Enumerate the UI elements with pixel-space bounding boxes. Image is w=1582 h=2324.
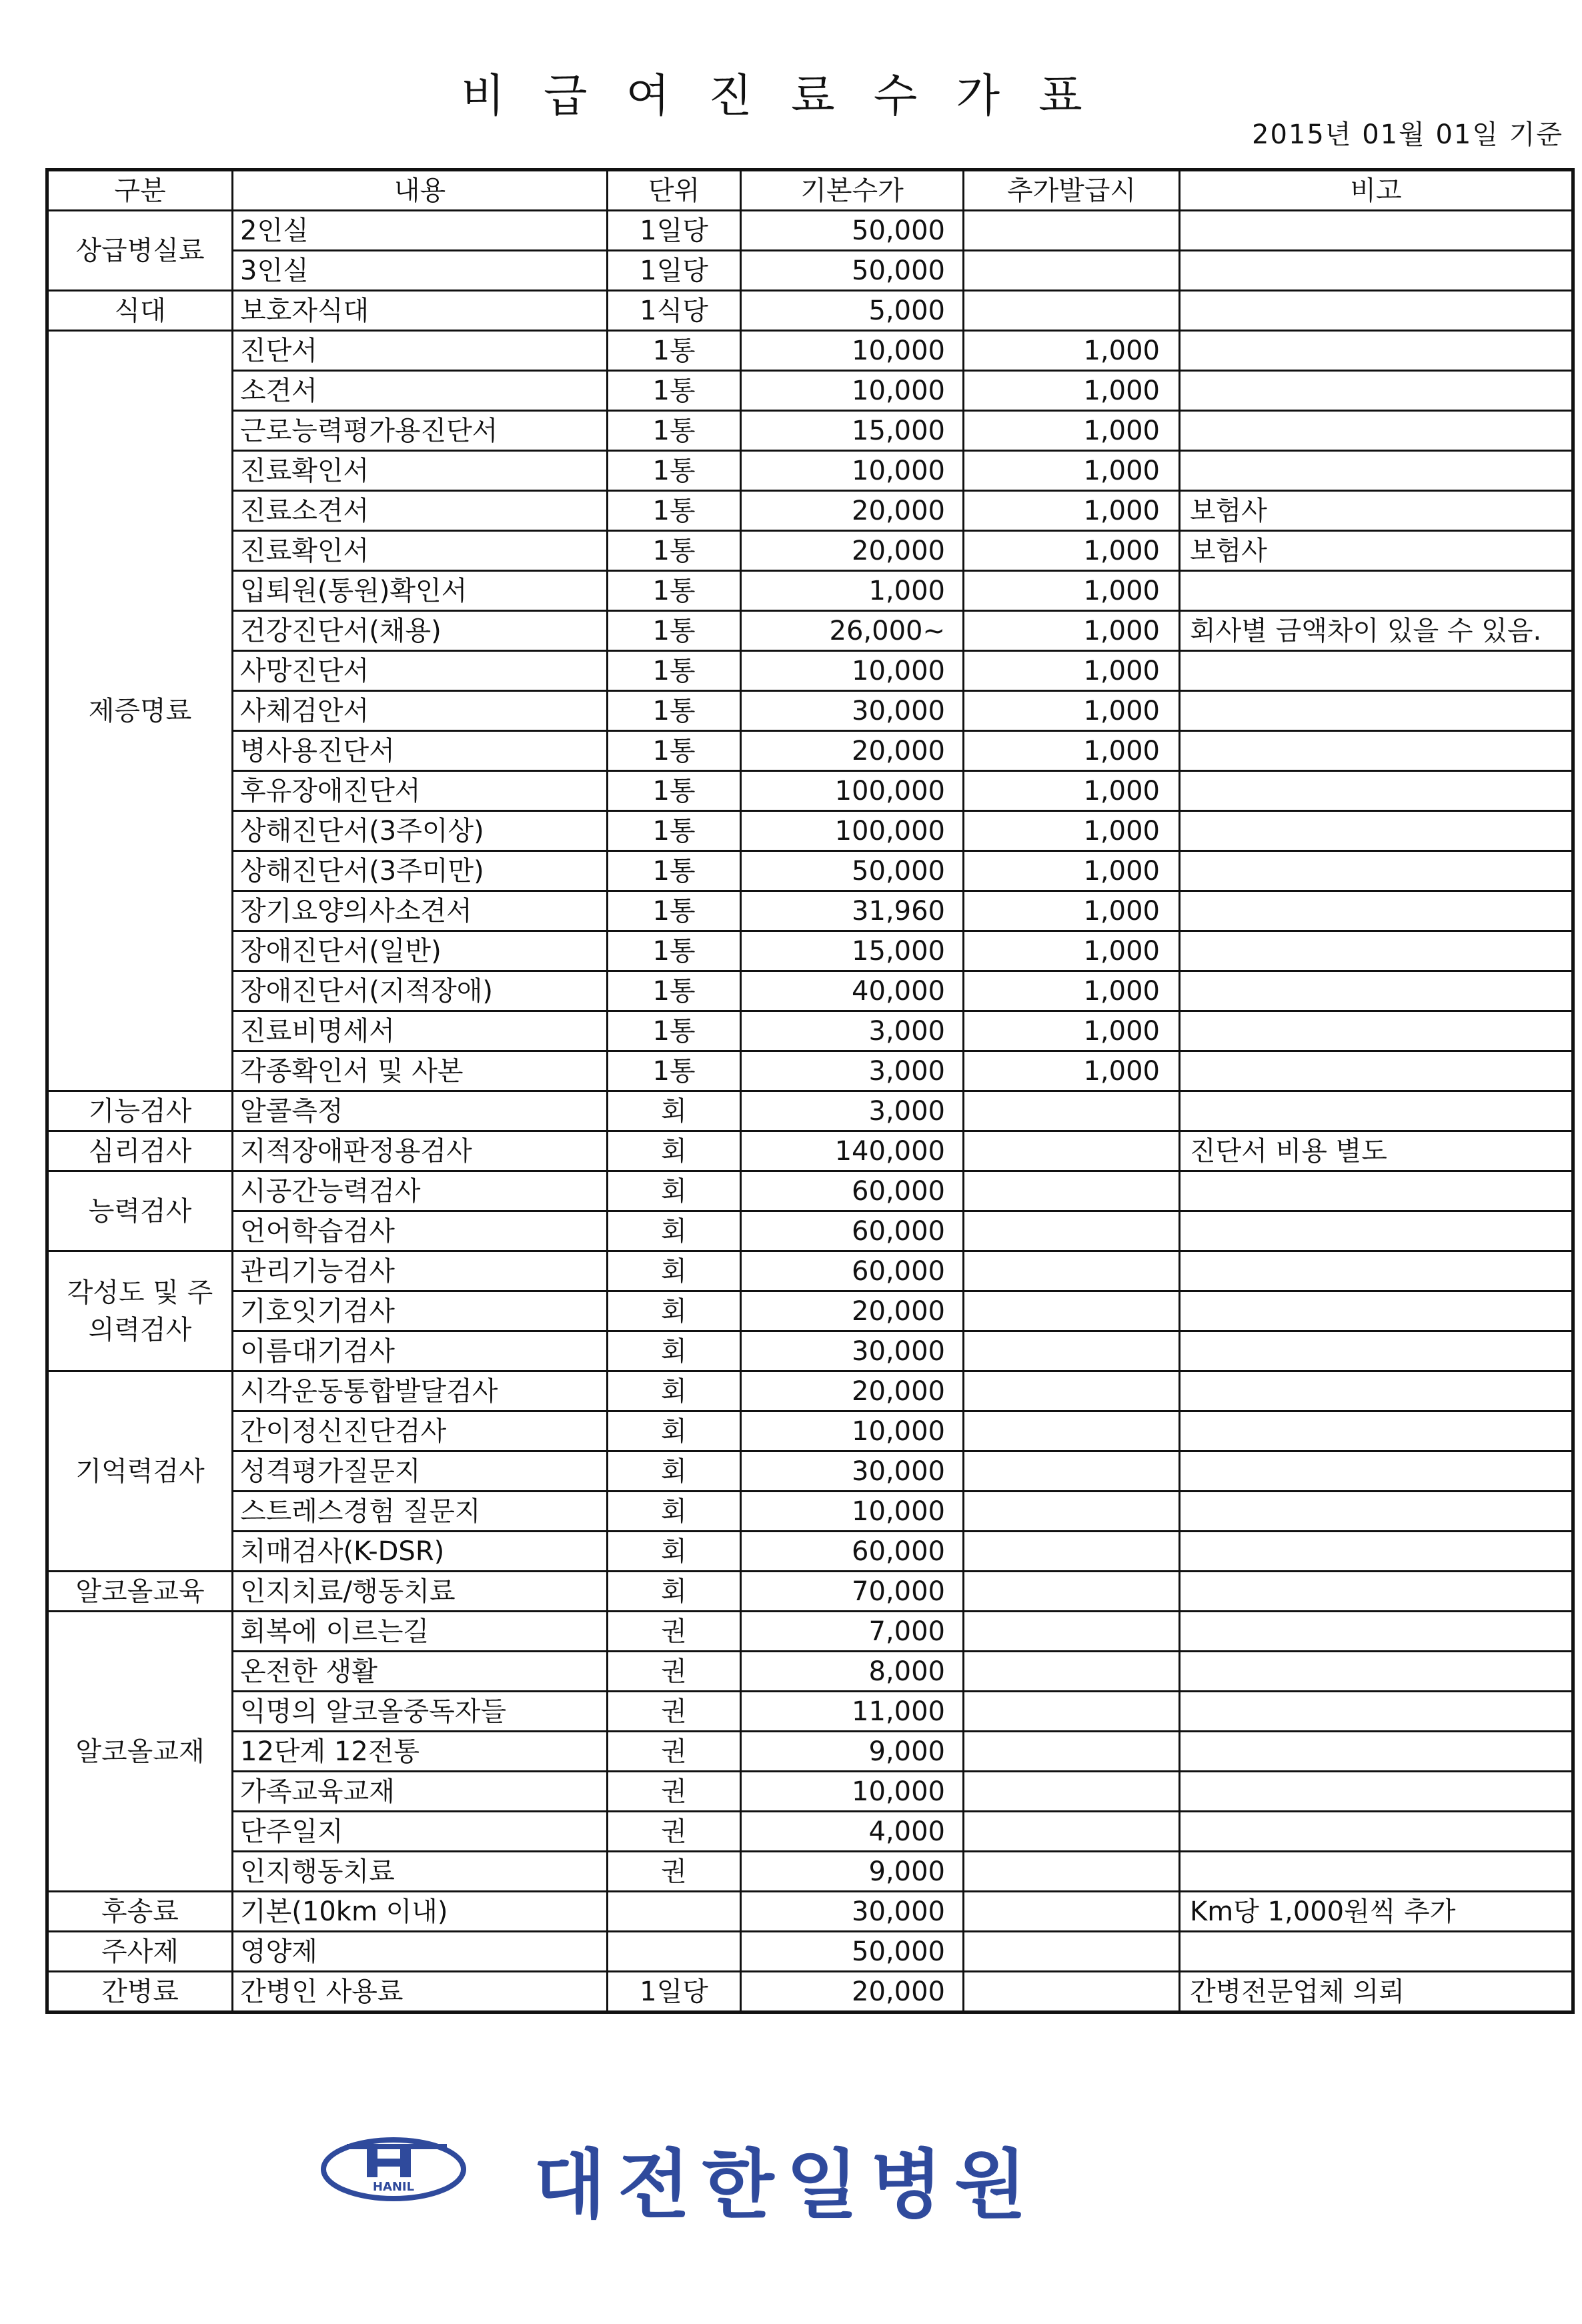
note-cell — [1180, 651, 1573, 691]
unit-cell: 회 — [608, 1371, 741, 1411]
unit-cell: 1통 — [608, 931, 741, 971]
extra-issue-cell — [964, 1411, 1180, 1451]
extra-issue-cell — [964, 1852, 1180, 1892]
unit-cell: 1통 — [608, 731, 741, 771]
base-price-cell: 10,000 — [741, 1492, 964, 1532]
table-row — [47, 1652, 1573, 1692]
unit-cell: 1통 — [608, 331, 741, 371]
extra-issue-cell — [964, 1772, 1180, 1812]
unit-cell: 권 — [608, 1852, 741, 1892]
category-cell: 기능검사 — [47, 1091, 233, 1131]
extra-issue-cell — [964, 1171, 1180, 1211]
content-cell: 후유장애진단서 — [233, 771, 608, 811]
table-row — [47, 971, 1573, 1011]
table-header-row — [47, 170, 1573, 211]
unit-cell: 권 — [608, 1812, 741, 1852]
note-cell — [1180, 1251, 1573, 1291]
unit-cell: 회 — [608, 1251, 741, 1291]
extra-issue-cell: 1,000 — [964, 531, 1180, 571]
content-cell: 언어학습검사 — [233, 1211, 608, 1251]
base-price-cell: 10,000 — [741, 651, 964, 691]
unit-cell: 1통 — [608, 891, 741, 931]
table-row — [47, 1211, 1573, 1251]
header-unit: 단위 — [608, 170, 741, 211]
header-base-price: 기본수가 — [741, 170, 964, 211]
hospital-name: 대전한일병원 — [534, 2142, 1039, 2229]
note-cell: 보험사 — [1180, 531, 1573, 571]
extra-issue-cell — [964, 1932, 1180, 1972]
extra-issue-cell — [964, 1091, 1180, 1131]
content-cell: 지적장애판정용검사 — [233, 1131, 608, 1171]
extra-issue-cell: 1,000 — [964, 691, 1180, 731]
extra-issue-cell — [964, 1652, 1180, 1692]
table-row — [47, 931, 1573, 971]
content-cell: 성격평가질문지 — [233, 1451, 608, 1492]
base-price-cell: 30,000 — [741, 1892, 964, 1932]
note-cell — [1180, 1091, 1573, 1131]
unit-cell: 1일당 — [608, 211, 741, 251]
base-price-cell: 10,000 — [741, 1772, 964, 1812]
extra-issue-cell: 1,000 — [964, 451, 1180, 491]
note-cell: Km당 1,000원씩 추가 — [1180, 1892, 1573, 1932]
table-row — [47, 211, 1573, 251]
content-cell: 영양제 — [233, 1932, 608, 1972]
base-price-cell: 11,000 — [741, 1692, 964, 1732]
content-cell: 상해진단서(3주미만) — [233, 851, 608, 891]
base-price-cell: 60,000 — [741, 1211, 964, 1251]
note-cell — [1180, 851, 1573, 891]
table-row — [47, 1492, 1573, 1532]
note-cell — [1180, 891, 1573, 931]
note-cell — [1180, 211, 1573, 251]
unit-cell: 1통 — [608, 851, 741, 891]
note-cell: 보험사 — [1180, 491, 1573, 531]
fee-table-body — [47, 211, 1573, 2012]
content-cell: 장애진단서(일반) — [233, 931, 608, 971]
table-row — [47, 331, 1573, 371]
table-row — [47, 1011, 1573, 1051]
unit-cell: 회 — [608, 1572, 741, 1612]
table-row — [47, 1972, 1573, 2012]
base-price-cell: 60,000 — [741, 1171, 964, 1211]
note-cell — [1180, 451, 1573, 491]
base-price-cell: 100,000 — [741, 811, 964, 851]
table-row — [47, 1932, 1573, 1972]
extra-issue-cell: 1,000 — [964, 731, 1180, 771]
base-price-cell: 50,000 — [741, 251, 964, 291]
unit-cell: 1통 — [608, 451, 741, 491]
table-row — [47, 1251, 1573, 1291]
extra-issue-cell — [964, 291, 1180, 331]
base-price-cell: 3,000 — [741, 1011, 964, 1051]
content-cell: 보호자식대 — [233, 291, 608, 331]
category-cell: 능력검사 — [47, 1171, 233, 1251]
content-cell: 2인실 — [233, 211, 608, 251]
content-cell: 각종확인서 및 사본 — [233, 1051, 608, 1091]
note-cell — [1180, 1852, 1573, 1892]
base-price-cell: 20,000 — [741, 491, 964, 531]
note-cell — [1180, 1171, 1573, 1211]
table-row — [47, 1411, 1573, 1451]
extra-issue-cell: 1,000 — [964, 651, 1180, 691]
category-cell: 간병료 — [47, 1972, 233, 2012]
base-price-cell: 20,000 — [741, 1371, 964, 1411]
base-price-cell: 31,960 — [741, 891, 964, 931]
unit-cell: 권 — [608, 1772, 741, 1812]
note-cell — [1180, 1812, 1573, 1852]
table-row — [47, 1572, 1573, 1612]
note-cell — [1180, 731, 1573, 771]
unit-cell — [608, 1932, 741, 1972]
table-row — [47, 771, 1573, 811]
table-row — [47, 251, 1573, 291]
content-cell: 알콜측정 — [233, 1091, 608, 1131]
note-cell — [1180, 291, 1573, 331]
note-cell — [1180, 1772, 1573, 1812]
category-cell: 알코올교육 — [47, 1572, 233, 1612]
category-cell: 상급병실료 — [47, 211, 233, 291]
unit-cell: 회 — [608, 1331, 741, 1371]
table-row — [47, 1812, 1573, 1852]
extra-issue-cell — [964, 1612, 1180, 1652]
unit-cell: 회 — [608, 1532, 741, 1572]
category-cell: 식대 — [47, 291, 233, 331]
base-price-cell: 30,000 — [741, 1451, 964, 1492]
content-cell: 건강진단서(채용) — [233, 611, 608, 651]
unit-cell: 1일당 — [608, 251, 741, 291]
unit-cell: 1통 — [608, 971, 741, 1011]
table-row — [47, 1772, 1573, 1812]
extra-issue-cell — [964, 1371, 1180, 1411]
note-cell — [1180, 571, 1573, 611]
table-row — [47, 1612, 1573, 1652]
content-cell: 상해진단서(3주이상) — [233, 811, 608, 851]
category-cell: 심리검사 — [47, 1131, 233, 1171]
extra-issue-cell: 1,000 — [964, 891, 1180, 931]
extra-issue-cell — [964, 1972, 1180, 2012]
base-price-cell: 8,000 — [741, 1652, 964, 1692]
table-row — [47, 1131, 1573, 1171]
table-row — [47, 1852, 1573, 1892]
note-cell: 진단서 비용 별도 — [1180, 1131, 1573, 1171]
content-cell: 장애진단서(지적장애) — [233, 971, 608, 1011]
table-row — [47, 731, 1573, 771]
table-row — [47, 1051, 1573, 1091]
unit-cell: 1통 — [608, 771, 741, 811]
content-cell: 인지치료/행동치료 — [233, 1572, 608, 1612]
base-price-cell: 10,000 — [741, 451, 964, 491]
note-cell — [1180, 1331, 1573, 1371]
table-row — [47, 691, 1573, 731]
table-row — [47, 291, 1573, 331]
note-cell — [1180, 1011, 1573, 1051]
category-cell: 주사제 — [47, 1932, 233, 1972]
content-cell: 소견서 — [233, 371, 608, 411]
category-cell: 기억력검사 — [47, 1371, 233, 1572]
content-cell: 시공간능력검사 — [233, 1171, 608, 1211]
document-title: 비급여진료수가표 — [461, 70, 1121, 123]
content-cell: 진료소견서 — [233, 491, 608, 531]
base-price-cell: 60,000 — [741, 1532, 964, 1572]
base-price-cell: 26,000~ — [741, 611, 964, 651]
base-price-cell: 50,000 — [741, 1932, 964, 1972]
note-cell: 회사별 금액차이 있을 수 있음. — [1180, 611, 1573, 651]
content-cell: 간병인 사용료 — [233, 1972, 608, 2012]
extra-issue-cell — [964, 1331, 1180, 1371]
extra-issue-cell: 1,000 — [964, 971, 1180, 1011]
content-cell: 사망진단서 — [233, 651, 608, 691]
extra-issue-cell — [964, 251, 1180, 291]
unit-cell: 1일당 — [608, 1972, 741, 2012]
note-cell — [1180, 1051, 1573, 1091]
content-cell: 스트레스경험 질문지 — [233, 1492, 608, 1532]
note-cell — [1180, 1692, 1573, 1732]
note-cell — [1180, 1211, 1573, 1251]
content-cell: 간이정신진단검사 — [233, 1411, 608, 1451]
content-cell: 치매검사(K-DSR) — [233, 1532, 608, 1572]
extra-issue-cell — [964, 1692, 1180, 1732]
extra-issue-cell: 1,000 — [964, 571, 1180, 611]
base-price-cell: 30,000 — [741, 1331, 964, 1371]
note-cell — [1180, 1612, 1573, 1652]
note-cell — [1180, 971, 1573, 1011]
unit-cell: 1통 — [608, 651, 741, 691]
unit-cell: 1통 — [608, 811, 741, 851]
note-cell — [1180, 1652, 1573, 1692]
unit-cell: 1통 — [608, 1011, 741, 1051]
content-cell: 온전한 생활 — [233, 1652, 608, 1692]
header-content: 내용 — [233, 170, 608, 211]
content-cell: 진단서 — [233, 331, 608, 371]
unit-cell: 회 — [608, 1091, 741, 1131]
table-row — [47, 371, 1573, 411]
table-row — [47, 531, 1573, 571]
note-cell — [1180, 1532, 1573, 1572]
note-cell — [1180, 931, 1573, 971]
note-cell — [1180, 1371, 1573, 1411]
note-cell — [1180, 1411, 1573, 1451]
extra-issue-cell: 1,000 — [964, 931, 1180, 971]
content-cell: 관리기능검사 — [233, 1251, 608, 1291]
table-row — [47, 891, 1573, 931]
category-cell: 후송료 — [47, 1892, 233, 1932]
table-row — [47, 1732, 1573, 1772]
content-cell: 진료확인서 — [233, 531, 608, 571]
base-price-cell: 50,000 — [741, 851, 964, 891]
effective-date: 2015년 01월 01일 기준 — [1252, 119, 1563, 150]
base-price-cell: 9,000 — [741, 1852, 964, 1892]
base-price-cell: 10,000 — [741, 331, 964, 371]
note-cell — [1180, 771, 1573, 811]
extra-issue-cell: 1,000 — [964, 771, 1180, 811]
content-cell: 근로능력평가용진단서 — [233, 411, 608, 451]
base-price-cell: 4,000 — [741, 1812, 964, 1852]
note-cell — [1180, 1732, 1573, 1772]
note-cell — [1180, 1291, 1573, 1331]
unit-cell: 회 — [608, 1291, 741, 1331]
extra-issue-cell — [964, 1291, 1180, 1331]
extra-issue-cell: 1,000 — [964, 491, 1180, 531]
content-cell: 입퇴원(통원)확인서 — [233, 571, 608, 611]
unit-cell: 1통 — [608, 531, 741, 571]
extra-issue-cell: 1,000 — [964, 331, 1180, 371]
content-cell: 진료확인서 — [233, 451, 608, 491]
content-cell: 기본(10km 이내) — [233, 1892, 608, 1932]
content-cell: 회복에 이르는길 — [233, 1612, 608, 1652]
table-row — [47, 1291, 1573, 1331]
extra-issue-cell: 1,000 — [964, 371, 1180, 411]
base-price-cell: 15,000 — [741, 411, 964, 451]
extra-issue-cell — [964, 1131, 1180, 1171]
content-cell: 장기요양의사소견서 — [233, 891, 608, 931]
fee-table — [45, 168, 1575, 2014]
unit-cell: 권 — [608, 1612, 741, 1652]
base-price-cell: 10,000 — [741, 371, 964, 411]
extra-issue-cell — [964, 1572, 1180, 1612]
content-cell: 진료비명세서 — [233, 1011, 608, 1051]
base-price-cell: 20,000 — [741, 1291, 964, 1331]
content-cell: 12단계 12전통 — [233, 1732, 608, 1772]
unit-cell: 권 — [608, 1732, 741, 1772]
base-price-cell: 3,000 — [741, 1051, 964, 1091]
unit-cell: 1통 — [608, 691, 741, 731]
content-cell: 3인실 — [233, 251, 608, 291]
base-price-cell: 50,000 — [741, 211, 964, 251]
table-row — [47, 1371, 1573, 1411]
content-cell: 인지행동치료 — [233, 1852, 608, 1892]
base-price-cell: 7,000 — [741, 1612, 964, 1652]
note-cell — [1180, 251, 1573, 291]
unit-cell: 권 — [608, 1652, 741, 1692]
header-extra-issue: 추가발급시 — [964, 170, 1180, 211]
unit-cell: 권 — [608, 1692, 741, 1732]
unit-cell: 회 — [608, 1171, 741, 1211]
table-row — [47, 491, 1573, 531]
table-row — [47, 811, 1573, 851]
extra-issue-cell — [964, 1732, 1180, 1772]
base-price-cell: 10,000 — [741, 1411, 964, 1451]
extra-issue-cell: 1,000 — [964, 851, 1180, 891]
unit-cell: 회 — [608, 1411, 741, 1451]
table-row — [47, 851, 1573, 891]
unit-cell: 1통 — [608, 571, 741, 611]
note-cell — [1180, 691, 1573, 731]
note-cell — [1180, 1572, 1573, 1612]
note-cell — [1180, 1492, 1573, 1532]
base-price-cell: 140,000 — [741, 1131, 964, 1171]
base-price-cell: 9,000 — [741, 1732, 964, 1772]
extra-issue-cell: 1,000 — [964, 411, 1180, 451]
extra-issue-cell — [964, 1251, 1180, 1291]
table-row — [47, 1331, 1573, 1371]
base-price-cell: 60,000 — [741, 1251, 964, 1291]
table-row — [47, 1532, 1573, 1572]
base-price-cell: 1,000 — [741, 571, 964, 611]
extra-issue-cell — [964, 1812, 1180, 1852]
content-cell: 사체검안서 — [233, 691, 608, 731]
header-category: 구분 — [47, 170, 233, 211]
content-cell: 이름대기검사 — [233, 1331, 608, 1371]
unit-cell: 1식당 — [608, 291, 741, 331]
table-row — [47, 451, 1573, 491]
base-price-cell: 20,000 — [741, 1972, 964, 2012]
extra-issue-cell — [964, 1892, 1180, 1932]
unit-cell: 1통 — [608, 411, 741, 451]
category-cell: 제증명료 — [47, 331, 233, 1091]
category-cell: 알코올교재 — [47, 1612, 233, 1892]
unit-cell: 회 — [608, 1492, 741, 1532]
note-cell — [1180, 411, 1573, 451]
base-price-cell: 30,000 — [741, 691, 964, 731]
unit-cell: 1통 — [608, 611, 741, 651]
content-cell: 시각운동통합발달검사 — [233, 1371, 608, 1411]
table-row — [47, 571, 1573, 611]
base-price-cell: 20,000 — [741, 531, 964, 571]
content-cell: 기호잇기검사 — [233, 1291, 608, 1331]
table-row — [47, 651, 1573, 691]
note-cell — [1180, 371, 1573, 411]
content-cell: 단주일지 — [233, 1812, 608, 1852]
note-cell — [1180, 1451, 1573, 1492]
content-cell: 익명의 알코올중독자들 — [233, 1692, 608, 1732]
extra-issue-cell — [964, 1211, 1180, 1251]
extra-issue-cell: 1,000 — [964, 1051, 1180, 1091]
table-row — [47, 1892, 1573, 1932]
unit-cell — [608, 1892, 741, 1932]
base-price-cell: 20,000 — [741, 731, 964, 771]
base-price-cell: 3,000 — [741, 1091, 964, 1131]
extra-issue-cell: 1,000 — [964, 811, 1180, 851]
base-price-cell: 5,000 — [741, 291, 964, 331]
extra-issue-cell: 1,000 — [964, 611, 1180, 651]
logo-text: HANIL — [372, 2180, 415, 2194]
extra-issue-cell — [964, 1532, 1180, 1572]
base-price-cell: 100,000 — [741, 771, 964, 811]
unit-cell: 회 — [608, 1211, 741, 1251]
unit-cell: 1통 — [608, 1051, 741, 1091]
header-note: 비고 — [1180, 170, 1573, 211]
unit-cell: 1통 — [608, 371, 741, 411]
content-cell: 병사용진단서 — [233, 731, 608, 771]
note-cell — [1180, 1932, 1573, 1972]
extra-issue-cell — [964, 211, 1180, 251]
note-cell — [1180, 331, 1573, 371]
base-price-cell: 70,000 — [741, 1572, 964, 1612]
base-price-cell: 15,000 — [741, 931, 964, 971]
category-cell: 각성도 및 주의력검사 — [47, 1251, 233, 1371]
extra-issue-cell — [964, 1451, 1180, 1492]
base-price-cell: 40,000 — [741, 971, 964, 1011]
extra-issue-cell: 1,000 — [964, 1011, 1180, 1051]
extra-issue-cell — [964, 1492, 1180, 1532]
table-row — [47, 411, 1573, 451]
table-row — [47, 1692, 1573, 1732]
content-cell: 가족교육교재 — [233, 1772, 608, 1812]
table-row — [47, 1091, 1573, 1131]
table-row — [47, 611, 1573, 651]
note-cell: 간병전문업체 의뢰 — [1180, 1972, 1573, 2012]
unit-cell: 회 — [608, 1451, 741, 1492]
note-cell — [1180, 811, 1573, 851]
table-row — [47, 1171, 1573, 1211]
unit-cell: 1통 — [608, 491, 741, 531]
unit-cell: 회 — [608, 1131, 741, 1171]
table-row — [47, 1451, 1573, 1492]
